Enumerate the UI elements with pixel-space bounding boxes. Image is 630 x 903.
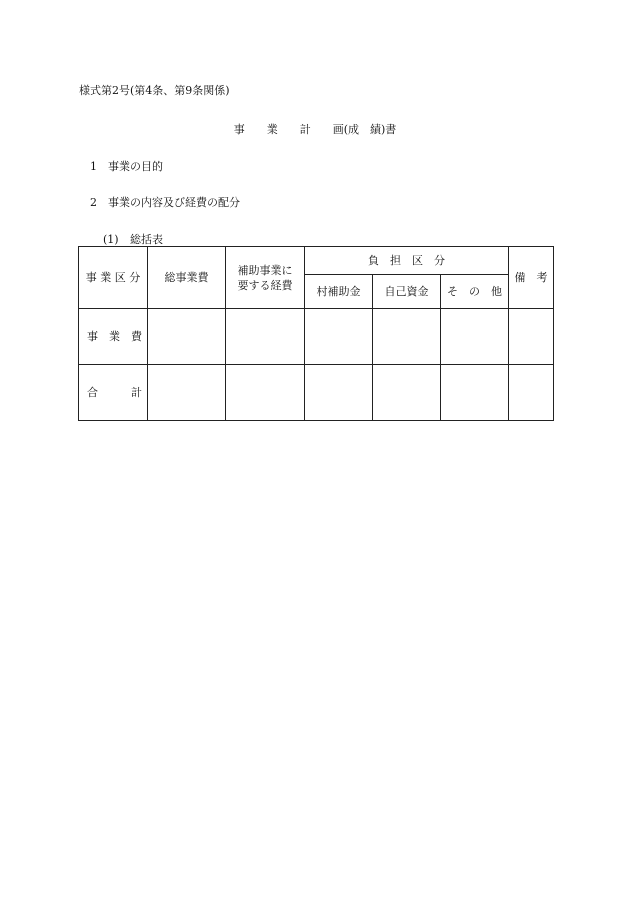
header-notes: 備 考 xyxy=(509,247,554,309)
section-content xyxy=(90,194,240,210)
table-header-row xyxy=(79,247,554,275)
document-title: 事 業 計 画(成 績)書 xyxy=(233,123,397,136)
header-total-cost: 総事業費 xyxy=(148,247,226,309)
cell-empty[interactable] xyxy=(226,365,305,421)
section-label: 事業の内容及び経費の配分 xyxy=(108,196,240,209)
section-purpose xyxy=(90,158,163,174)
header-subsidy-cost xyxy=(226,247,305,309)
header-subsidy-line2: 要する経費 xyxy=(237,278,293,292)
summary-table xyxy=(78,246,554,421)
header-burden: 負 担 区 分 xyxy=(305,247,509,275)
table-row xyxy=(79,365,554,421)
subsection-number: (1) xyxy=(103,233,119,246)
cell-empty[interactable] xyxy=(226,309,305,365)
section-label: 事業の目的 xyxy=(108,160,163,173)
header-category: 事 業 区 分 xyxy=(79,247,148,309)
cell-empty[interactable] xyxy=(148,365,226,421)
cell-empty[interactable] xyxy=(509,365,554,421)
cell-empty[interactable] xyxy=(441,365,509,421)
header-other: そ の 他 xyxy=(441,275,509,309)
cell-empty[interactable] xyxy=(305,309,373,365)
cell-empty[interactable] xyxy=(509,309,554,365)
section-number: 2 xyxy=(90,196,97,209)
header-village-subsidy: 村補助金 xyxy=(305,275,373,309)
table-row xyxy=(79,309,554,365)
subsection-summary xyxy=(103,231,163,247)
section-number: 1 xyxy=(90,160,97,173)
row-label-project-cost: 事 業 費 xyxy=(79,309,148,365)
cell-empty[interactable] xyxy=(441,309,509,365)
subsection-label: 総括表 xyxy=(130,233,163,246)
cell-empty[interactable] xyxy=(305,365,373,421)
header-subsidy-line1: 補助事業に xyxy=(237,263,293,277)
cell-empty[interactable] xyxy=(373,309,441,365)
row-label-total: 合 計 xyxy=(79,365,148,421)
form-number: 様式第2号(第4条、第9条関係) xyxy=(79,84,230,97)
header-own-funds: 自己資金 xyxy=(373,275,441,309)
cell-empty[interactable] xyxy=(373,365,441,421)
cell-empty[interactable] xyxy=(148,309,226,365)
